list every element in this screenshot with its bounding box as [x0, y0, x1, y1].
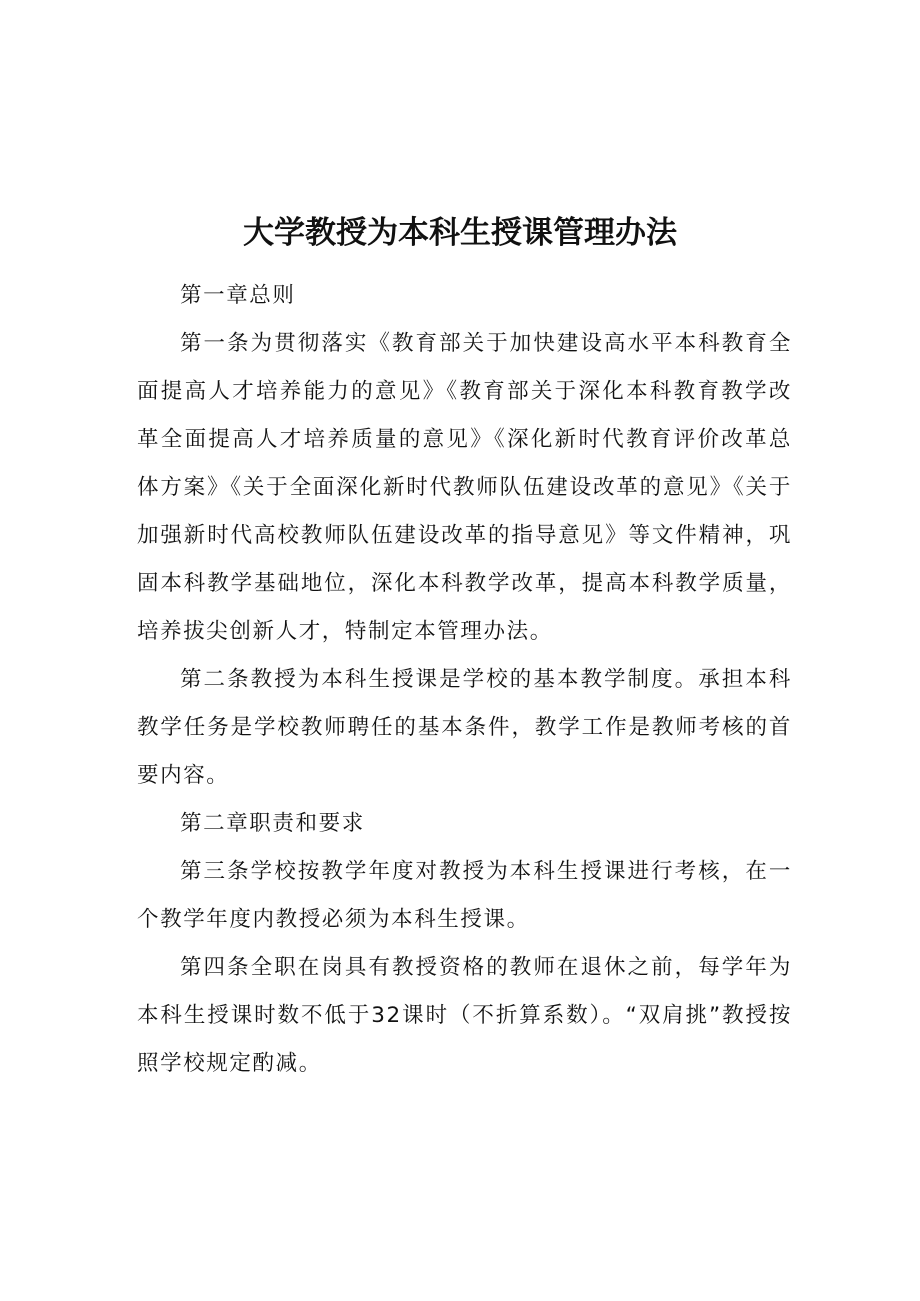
- document-body: [137, 272, 792, 1088]
- chapter-heading-2: 第二章职责和要求: [180, 811, 365, 836]
- document-title: 大学教授为本科生授课管理办法: [243, 214, 677, 251]
- article-2: 第二条教授为本科生授课是学校的基本教学制度。承担本科教学任务是学校教师聘任的基本条件，教学工作是教师考核的首要内容。: [137, 667, 792, 788]
- article-4: 第四条全职在岗具有教授资格的教师在退休之前，每学年为本科生授课时数不低于32课时（不折算系数）。“双肩挑”教授按照学校规定酌减。: [137, 955, 792, 1076]
- chapter-heading-1: 第一章总则: [180, 283, 296, 308]
- article-1: 第一条为贯彻落实《教育部关于加快建设高水平本科教育全面提高人才培养能力的意见》《教育部关于深化本科教育教学改革全面提高人才培养质量的意见》《深化新时代教育评价改革总体方案》《关于全面深化新时代教师队伍建设改革的意见》《关于加强新时代高校教师队伍建设改革的指导意见》等文件精神，巩固本科教学基础地位，深化本科教学改革，提高本科教学质量，培养拔尖创新人才，特制定本管理办法。: [137, 331, 792, 644]
- article-3: 第三条学校按教学年度对教授为本科生授课进行考核，在一个教学年度内教授必须为本科生授课。: [137, 859, 792, 932]
